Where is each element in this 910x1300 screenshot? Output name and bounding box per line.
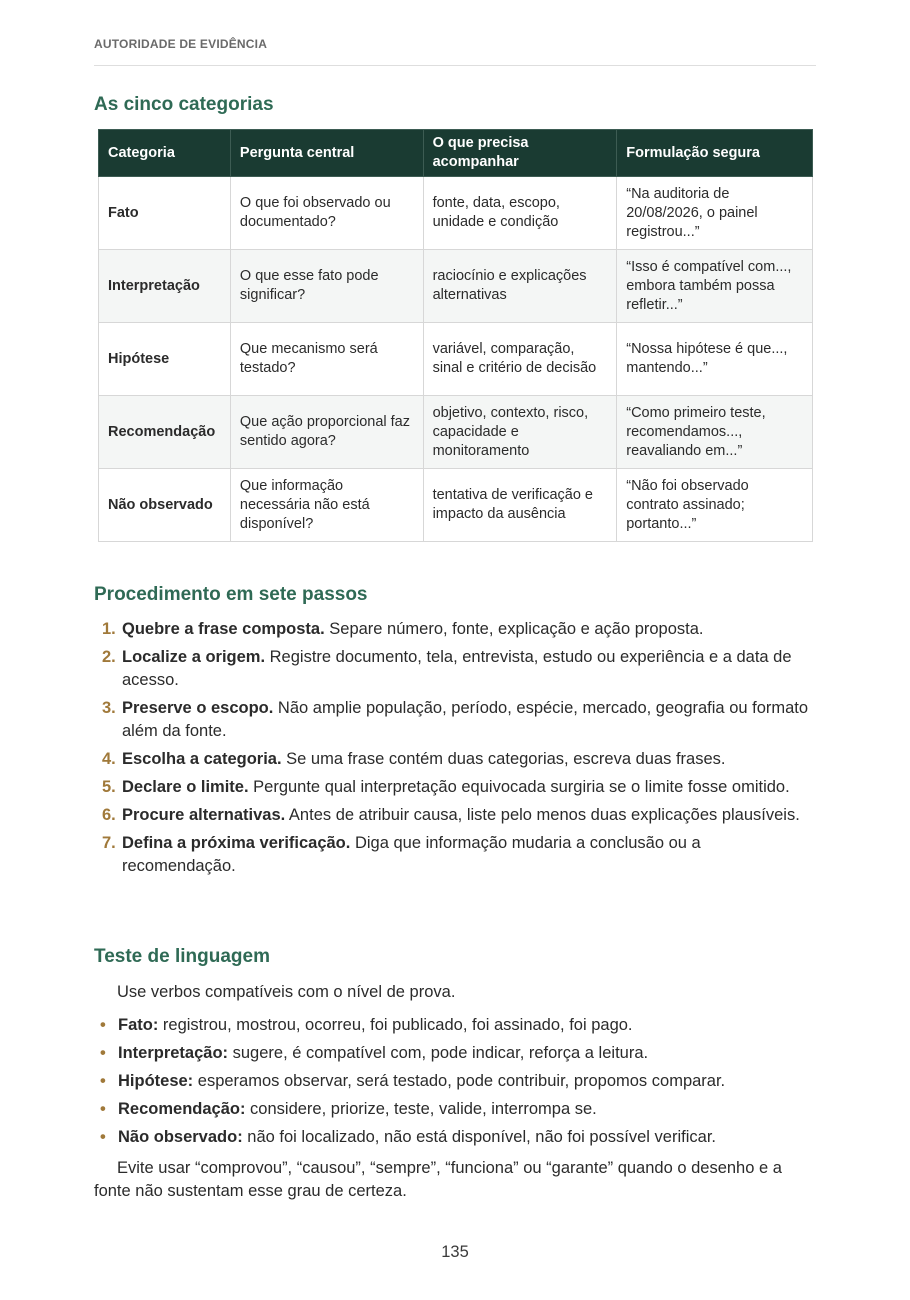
verb-lead: Recomendação: — [118, 1100, 246, 1118]
header-divider — [94, 65, 816, 66]
step-number: 2. — [102, 648, 116, 666]
table-row — [99, 323, 813, 396]
cell-formulation: “Como primeiro teste, recomendamos..., reavaliando em...” — [617, 396, 813, 469]
list-item — [94, 748, 816, 771]
language-intro: Use verbos compatíveis com o nível de prova. — [117, 983, 456, 1001]
verb-text: sugere, é compatível com, pode indicar, reforça a leitura. — [228, 1044, 649, 1062]
step-text: Antes de atribuir causa, liste pelo menos duas explicações plausíveis. — [285, 806, 800, 824]
table-row — [99, 177, 813, 250]
bullet-icon: • — [100, 1100, 106, 1118]
header-cell-accompany: O que precisa acompanhar — [423, 130, 617, 177]
header-cell-formulation: Formulação segura — [617, 130, 813, 177]
cell-formulation: “Isso é compatível com..., embora também possa refletir...” — [617, 250, 813, 323]
cell-accompany: objetivo, contexto, risco, capacidade e monitoramento — [423, 396, 617, 469]
table-row — [99, 469, 813, 542]
list-item — [94, 832, 816, 878]
verb-text: esperamos observar, será testado, pode contribuir, propomos comparar. — [193, 1072, 726, 1090]
cell-category: Interpretação — [99, 250, 231, 323]
list-item — [94, 804, 816, 827]
cell-accompany: variável, comparação, sinal e critério de decisão — [423, 323, 617, 396]
list-item — [94, 1126, 816, 1149]
section-title-language: Teste de linguagem — [94, 946, 270, 967]
cell-category: Não observado — [99, 469, 231, 542]
header-cell-question: Pergunta central — [230, 130, 423, 177]
step-text: Registre documento, tela, entrevista, estudo ou experiência e a data de acesso. — [122, 648, 792, 689]
step-text: Pergunte qual interpretação equivocada surgiria se o limite fosse omitido. — [248, 778, 790, 796]
verb-lead: Hipótese: — [118, 1072, 194, 1090]
step-lead: Procure alternativas. — [122, 806, 286, 824]
list-item — [94, 646, 816, 692]
cell-accompany: fonte, data, escopo, unidade e condição — [423, 177, 617, 250]
bullet-icon: • — [100, 1128, 106, 1146]
list-item — [94, 1070, 816, 1093]
list-item — [94, 776, 816, 799]
section-title-steps: Procedimento em sete passos — [94, 584, 368, 605]
verb-text: registrou, mostrou, ocorreu, foi publicado, foi assinado, foi pago. — [158, 1016, 633, 1034]
step-lead: Escolha a categoria. — [122, 750, 282, 768]
running-head: AUTORIDADE DE EVIDÊNCIA — [94, 37, 268, 51]
cell-formulation: “Na auditoria de 20/08/2026, o painel registrou...” — [617, 177, 813, 250]
cell-question: Que informação necessária não está disponível? — [230, 469, 423, 542]
list-item — [94, 618, 816, 641]
verbs-list — [94, 1014, 816, 1154]
step-number: 5. — [102, 778, 116, 796]
step-text: Não amplie população, período, espécie, mercado, geografia ou formato além da fonte. — [122, 699, 809, 740]
bullet-icon: • — [100, 1044, 106, 1062]
verb-lead: Fato: — [118, 1016, 159, 1034]
table-row — [99, 396, 813, 469]
cell-category: Hipótese — [99, 323, 231, 396]
verb-text: considere, priorize, teste, valide, interrompa se. — [245, 1100, 597, 1118]
cell-question: Que mecanismo será testado? — [230, 323, 423, 396]
language-closing: Evite usar “comprovou”, “causou”, “sempre”, “funciona” ou “garante” quando o desenho e a fonte não sustentam esse grau de certeza. — [94, 1159, 782, 1200]
section-title-categories: As cinco categorias — [94, 94, 274, 115]
verb-lead: Interpretação: — [118, 1044, 229, 1062]
step-lead: Declare o limite. — [122, 778, 249, 796]
step-number: 3. — [102, 699, 116, 717]
step-lead: Preserve o escopo. — [122, 699, 274, 717]
list-item — [94, 1042, 816, 1065]
step-number: 7. — [102, 834, 116, 852]
cell-question: O que foi observado ou documentado? — [230, 177, 423, 250]
cell-accompany: raciocínio e explicações alternativas — [423, 250, 617, 323]
cell-formulation: “Não foi observado contrato assinado; portanto...” — [617, 469, 813, 542]
step-text: Separe número, fonte, explicação e ação proposta. — [324, 620, 704, 638]
step-lead: Defina a próxima verificação. — [122, 834, 351, 852]
verb-lead: Não observado: — [118, 1128, 243, 1146]
bullet-icon: • — [100, 1072, 106, 1090]
categories-table — [98, 129, 813, 542]
step-text: Diga que informação mudaria a conclusão ou a recomendação. — [122, 834, 701, 875]
step-lead: Quebre a frase composta. — [122, 620, 325, 638]
step-number: 6. — [102, 806, 116, 824]
step-lead: Localize a origem. — [122, 648, 266, 666]
cell-accompany: tentativa de verificação e impacto da ausência — [423, 469, 617, 542]
step-number: 4. — [102, 750, 116, 768]
cell-question: Que ação proporcional faz sentido agora? — [230, 396, 423, 469]
list-item — [94, 1014, 816, 1037]
list-item — [94, 697, 816, 743]
table-header-row — [99, 130, 813, 177]
cell-category: Recomendação — [99, 396, 231, 469]
cell-category: Fato — [99, 177, 231, 250]
header-cell-category: Categoria — [99, 130, 231, 177]
table-row — [99, 250, 813, 323]
step-text: Se uma frase contém duas categorias, escreva duas frases. — [281, 750, 726, 768]
list-item — [94, 1098, 816, 1121]
verb-text: não foi localizado, não está disponível, não foi possível verificar. — [242, 1128, 716, 1146]
cell-formulation: “Nossa hipótese é que..., mantendo...” — [617, 323, 813, 396]
cell-question: O que esse fato pode significar? — [230, 250, 423, 323]
steps-list — [94, 618, 816, 883]
step-number: 1. — [102, 620, 116, 638]
page-number: 135 — [441, 1243, 469, 1261]
bullet-icon: • — [100, 1016, 106, 1034]
